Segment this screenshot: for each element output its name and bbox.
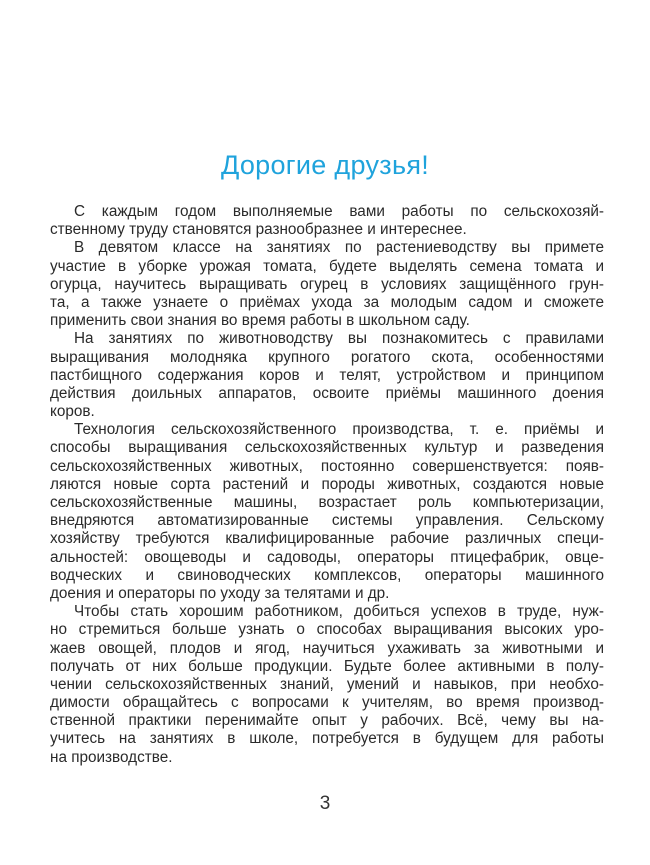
text-line: На занятиях по животноводству вы познакомитесь с правилами <box>74 330 604 348</box>
text-line: сельскохозяйственные машины, возрастает роль компьютеризации, <box>50 494 604 511</box>
text-line: на производстве. <box>50 748 173 766</box>
text-line: доения и операторы по уходу за телятами и др. <box>50 584 390 602</box>
text-line: Чтобы стать хорошим работником, добиться успехов в труде, нуж- <box>74 603 604 621</box>
text-line: но стремиться больше узнать о способах выращивания высоких уро- <box>50 621 604 639</box>
text-line: действия доильных аппаратов, освоите приёмы машинного доения <box>50 384 604 402</box>
text-line: внедряются автоматизированные системы управления. Сельскому <box>50 512 604 530</box>
page-number: 3 <box>319 793 331 814</box>
text-line: ственному труду становятся разнообразнее и интереснее. <box>50 221 467 239</box>
text-line: димости обращайтесь с вопросами к учителям, во время производ- <box>50 694 604 712</box>
text-line: способы выращивания сельскохозяйственных культур и разведения <box>50 439 604 457</box>
text-line: В девятом классе на занятиях по растениеводству вы примете <box>74 239 604 257</box>
body-text <box>50 203 604 767</box>
page-title: Дорогие друзья! <box>220 150 430 180</box>
text-line: выращивания молодняка крупного рогатого скота, особенностями <box>50 348 604 366</box>
text-line: учитесь на занятиях в школе, потребуется в будущем для работы <box>50 730 604 748</box>
text-line: та, а также узнаете о приёмах ухода за молодым садом и сможете <box>50 293 604 311</box>
text-line: жаев овощей, плодов и ягод, научиться ухаживать за животными и <box>50 639 604 657</box>
text-line: альностей: овощеводы и садоводы, операторы птицефабрик, овце- <box>50 548 604 566</box>
text-line: Технология сельскохозяйственного производства, т. е. приёмы и <box>74 421 604 439</box>
text-line: пастбищного содержания коров и телят, устройством и принципом <box>50 366 604 384</box>
text-line: получать от них больше продукции. Будьте более активными в полу- <box>50 657 604 675</box>
text-line: хозяйству требуются квалифицированные рабочие различных специ- <box>50 530 604 548</box>
text-line: участие в уборке урожая томата, будете выделять семена томата и <box>50 257 604 275</box>
text-line: ляются новые сорта растений и породы животных, создаются новые <box>50 475 604 493</box>
text-line: ственной практики перенимайте опыт у рабочих. Всё, чему вы на- <box>50 712 604 730</box>
text-line: огурца, научитесь выращивать огурец в условиях защищённого грун- <box>50 275 604 293</box>
text-line: С каждым годом выполняемые вами работы по сельскохозяй- <box>74 203 604 220</box>
text-line: коров. <box>50 403 95 421</box>
text-line: применить свои знания во время работы в школьном саду. <box>50 312 470 330</box>
text-line: водческих и свиноводческих комплексов, операторы машинного <box>50 566 604 584</box>
text-line: чении сельскохозяйственных знаний, умений и навыков, при необхо- <box>50 675 604 693</box>
text-line: сельскохозяйственных животных, постоянно совершенствуется: появ- <box>50 457 604 475</box>
